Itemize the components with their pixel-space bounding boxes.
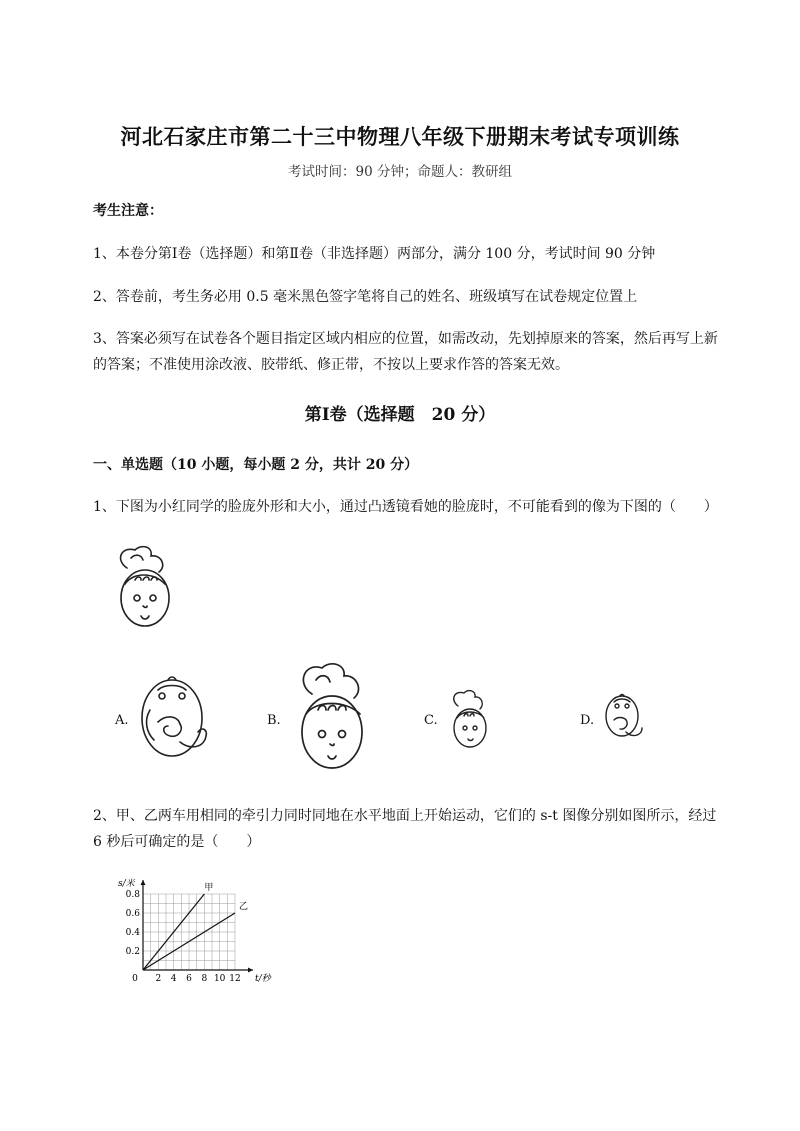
option-a-label: A. bbox=[115, 713, 129, 728]
chart-grid bbox=[143, 894, 235, 970]
chart-series bbox=[143, 882, 248, 970]
x-tick-label: 10 bbox=[213, 974, 226, 984]
x-tick-label: 4 bbox=[170, 974, 177, 984]
y-tick-label: 0.8 bbox=[125, 890, 140, 900]
series-label-jia: 甲 bbox=[204, 883, 214, 893]
y-tick-label: 0.4 bbox=[125, 928, 140, 938]
option-d-label: D. bbox=[580, 713, 595, 728]
option-a-image bbox=[128, 660, 220, 775]
page-title: 河北石家庄市第二十三中物理八年级下册期末考试专项训练 bbox=[120, 124, 680, 149]
notice-item-3: 3、答案必须写在试卷各个题目指定区域内相应的位置，如需改动，先划掉原来的答案，然后再写上新的答案；不准使用涂改液、胶带纸、修正带，不按以上要求作答的答案无效。 bbox=[93, 331, 718, 373]
question-1-text: 1、下图为小红同学的脸庞外形和大小，通过凸透镜看她的脸庞时，不可能看到的像为下图的（ ） bbox=[93, 499, 718, 515]
notice-item-1: 1、本卷分第Ⅰ卷（选择题）和第Ⅱ卷（非选择题）两部分，满分 100 分，考试时间 90 分钟 bbox=[93, 246, 656, 262]
x-tick-label: 8 bbox=[201, 974, 208, 984]
section-title: 第Ⅰ卷（选择题 20 分） bbox=[304, 405, 496, 425]
y-axis-arrow bbox=[141, 880, 146, 885]
question-2-text: 2、甲、乙两车用相同的牵引力同时同地在水平地面上开始运动，它们的 s-t 图像分别如图所示，经过 6 秒后可确定的是（ ） bbox=[93, 808, 717, 850]
x-tick-label: 6 bbox=[186, 974, 192, 984]
x-tick-label: 0 bbox=[132, 974, 138, 984]
y-tick-label: 0.2 bbox=[125, 947, 140, 957]
st-graph bbox=[110, 876, 275, 991]
x-axis-arrow bbox=[248, 968, 253, 973]
y-tick-label: 0.6 bbox=[125, 909, 140, 919]
option-c-label: C. bbox=[424, 713, 438, 728]
option-b-image bbox=[288, 660, 378, 775]
option-d-image bbox=[598, 686, 648, 750]
y-axis-label: s/米 bbox=[118, 879, 135, 889]
part-heading: 一、单选题（10 小题，每小题 2 分，共计 20 分） bbox=[93, 457, 419, 473]
option-b-label: B. bbox=[267, 713, 281, 728]
series-label-yi: 乙 bbox=[239, 902, 249, 912]
option-c-image bbox=[446, 688, 496, 752]
notice-heading: 考生注意： bbox=[93, 203, 163, 219]
x-axis-label: t/秒 bbox=[255, 974, 271, 984]
x-tick-label: 2 bbox=[155, 974, 162, 984]
x-tick-label: 12 bbox=[229, 974, 241, 984]
original-face-image bbox=[105, 540, 185, 635]
exam-info: 考试时间：90 分钟；命题人：教研组 bbox=[288, 164, 512, 180]
notice-item-2: 2、答卷前，考生务必用 0.5 毫米黑色签字笔将自己的姓名、班级填写在试卷规定位置上 bbox=[93, 289, 638, 305]
